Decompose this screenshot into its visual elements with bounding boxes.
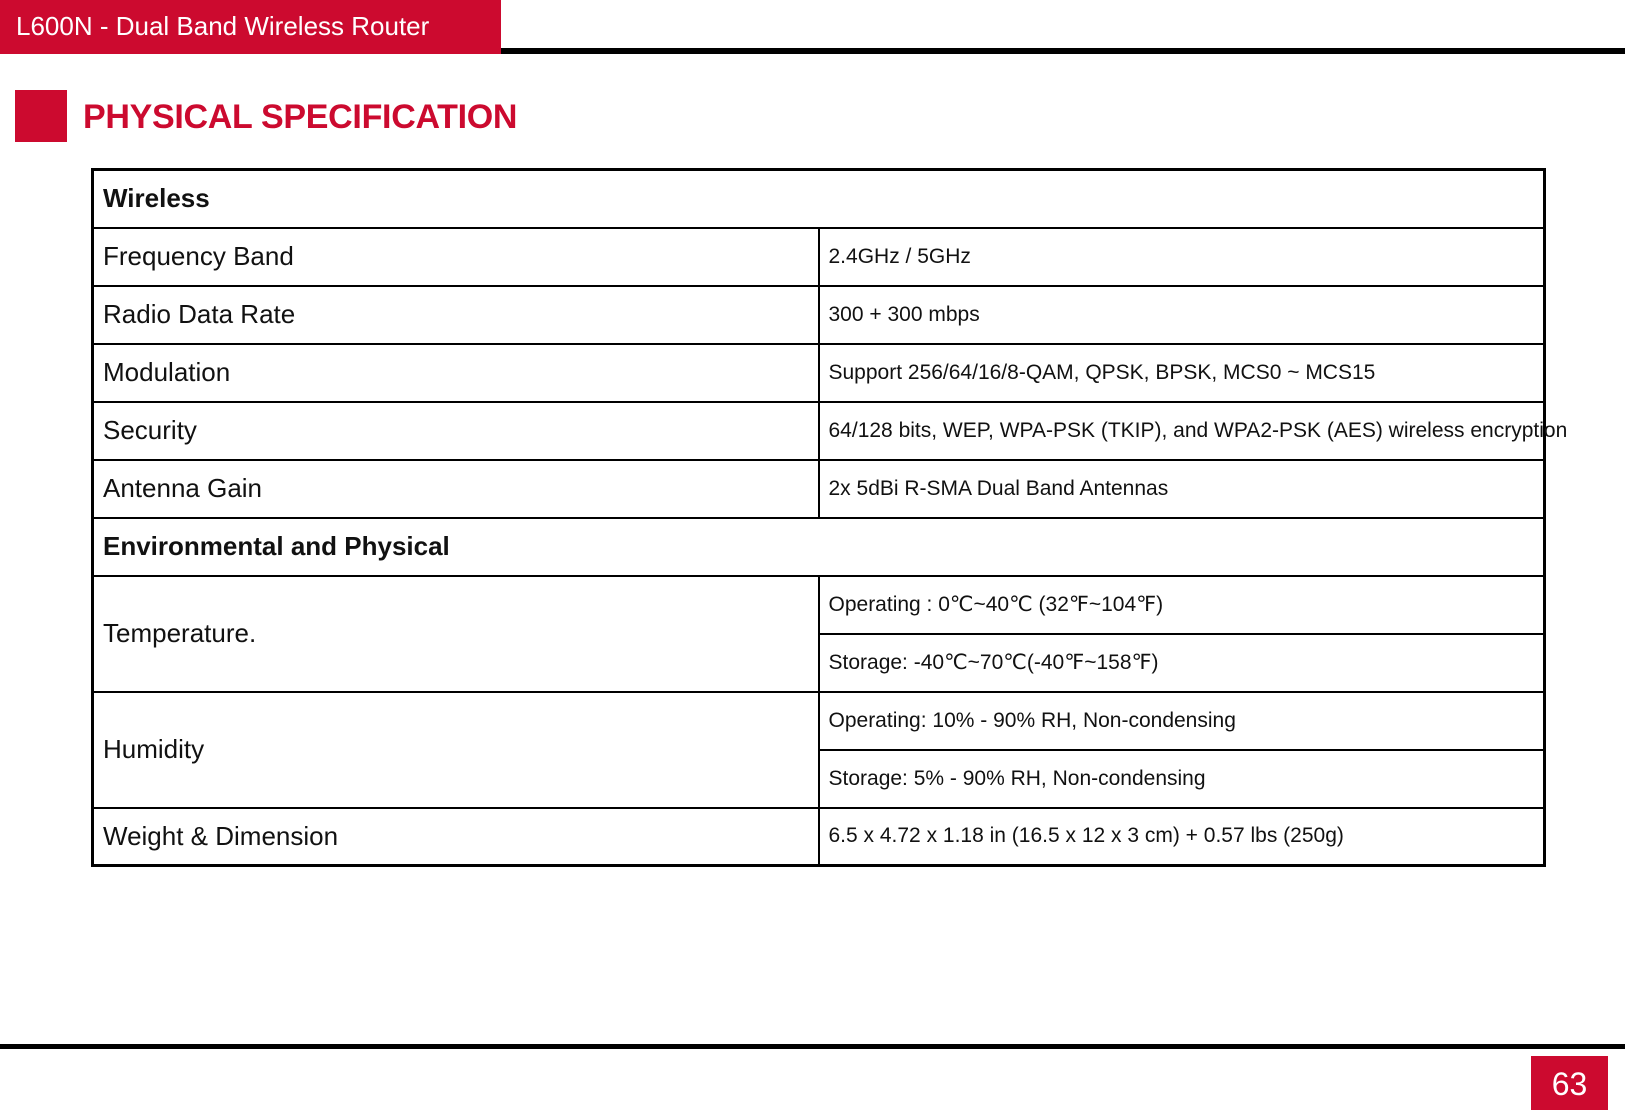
row-value-weight-dimension: 6.5 x 4.72 x 1.18 in (16.5 x 12 x 3 cm) + 0.57 lbs (250g) [819, 808, 1545, 866]
row-label-temperature: Temperature. [93, 576, 819, 692]
table-row [93, 286, 1545, 344]
table-row [93, 460, 1545, 518]
row-label-security: Security [93, 402, 819, 460]
section-title: PHYSICAL SPECIFICATION [83, 98, 518, 136]
row-value-antenna-gain: 2x 5dBi R-SMA Dual Band Antennas [819, 460, 1545, 518]
row-value-frequency-band: 2.4GHz / 5GHz [819, 228, 1545, 286]
section-heading-environmental: Environmental and Physical [93, 518, 1545, 576]
row-value-radio-data-rate: 300 + 300 mbps [819, 286, 1545, 344]
specification-table [91, 168, 1568, 867]
row-value-modulation: Support 256/64/16/8-QAM, QPSK, BPSK, MCS0 ~ MCS15 [819, 344, 1545, 402]
row-value-temperature-operating: Operating : 0℃~40℃ (32℉~104℉) [819, 576, 1545, 634]
table-section-row [93, 170, 1545, 228]
row-value-security: 64/128 bits, WEP, WPA-PSK (TKIP), and WPA2-PSK (AES) wireless encryption [819, 402, 1545, 460]
row-label-antenna-gain: Antenna Gain [93, 460, 819, 518]
row-label-weight-dimension: Weight & Dimension [93, 808, 819, 866]
row-label-humidity: Humidity [93, 692, 819, 808]
row-label-radio-data-rate: Radio Data Rate [93, 286, 819, 344]
table-row [93, 402, 1545, 460]
row-label-frequency-band: Frequency Band [93, 228, 819, 286]
table-row [93, 344, 1545, 402]
section-heading-wireless: Wireless [93, 170, 1545, 228]
table-row [93, 576, 1545, 634]
row-value-humidity-storage: Storage: 5% - 90% RH, Non-condensing [819, 750, 1545, 808]
section-marker-square [15, 90, 67, 142]
table-section-row [93, 518, 1545, 576]
table-row [93, 808, 1545, 866]
table-row [93, 692, 1545, 750]
header-rule [501, 48, 1625, 54]
footer-rule [0, 1044, 1625, 1049]
row-label-modulation: Modulation [93, 344, 819, 402]
row-value-humidity-operating: Operating: 10% - 90% RH, Non-condensing [819, 692, 1545, 750]
row-value-temperature-storage: Storage: -40℃~70℃(-40℉~158℉) [819, 634, 1545, 692]
table-row [93, 228, 1545, 286]
page-number-badge: 63 [1531, 1056, 1608, 1110]
document-header-title: L600N - Dual Band Wireless Router [0, 0, 501, 54]
